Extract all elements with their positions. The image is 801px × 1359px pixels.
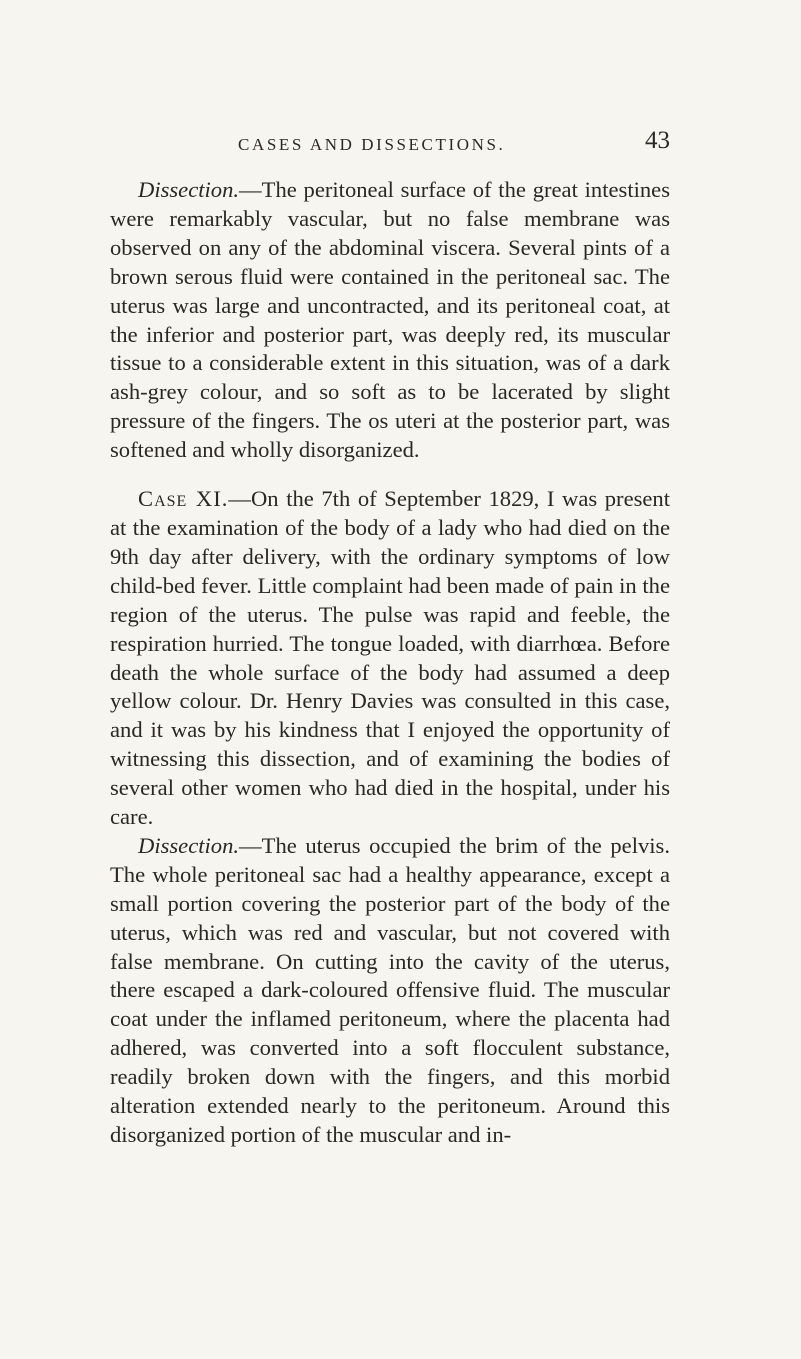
paragraph-text: —The uterus occupied the brim of the pelvis. The whole peritoneal sac had a healthy appearance, except a small portion covering the posterior part of the body of the uterus, which was red and vascular, but not covered with false membrane. On cutting into the cavity of the uterus, there escaped a dark-coloured offensive fluid. The muscular coat under the inflamed peritoneum, where the placenta had adhered, was converted into a soft flocculent substance, readily broken down with the fingers, and this morbid alteration extended nearly to the peritoneum. Around this disorganized portion of the muscular and in- bbox=[110, 832, 670, 1147]
paragraph-case-xi bbox=[110, 485, 670, 832]
page-number: 43 bbox=[645, 127, 670, 154]
case-heading: Case XI. bbox=[138, 486, 229, 512]
paragraph-lead: Dissection. bbox=[138, 832, 240, 858]
paragraph-lead: Dissection. bbox=[138, 177, 240, 202]
paragraph-dissection-1 bbox=[110, 176, 670, 465]
paragraph-dissection-2 bbox=[110, 832, 670, 1150]
body-text bbox=[110, 176, 670, 1150]
running-title: CASES AND DISSECTIONS. bbox=[238, 135, 506, 154]
paragraph-text: —The peritoneal surface of the great intestines were remarkably vascular, but no false membrane was observed on any of the abdominal viscera. Several pints of a brown serous fluid were contained in the peritoneal sac. The uterus was large and uncontracted, and its peritoneal coat, at the inferior and posterior part, was deeply red, its muscular tissue to a considerable extent in this situation, was of a dark ash-grey colour, and so soft as to be lacerated by slight pressure of the fingers. The os uteri at the posterior part, was softened and wholly disorganized. bbox=[110, 177, 670, 463]
paragraph-text: —On the 7th of September 1829, I was present at the examination of the body of a lady who had died on the 9th day after delivery, with the ordinary symptoms of low child-bed fever. Little complaint had been made of pain in the region of the uterus. The pulse was rapid and feeble, the respiration hurried. The tongue loaded, with diarrhœa. Before death the whole surface of the body had assumed a deep yellow colour. Dr. Henry Davies was consulted in this case, and it was by his kindness that I enjoyed the opportunity of witnessing this dissection, and of examining the bodies of several other women who had died in the hospital, under his care. bbox=[110, 486, 670, 830]
running-head bbox=[110, 127, 670, 161]
